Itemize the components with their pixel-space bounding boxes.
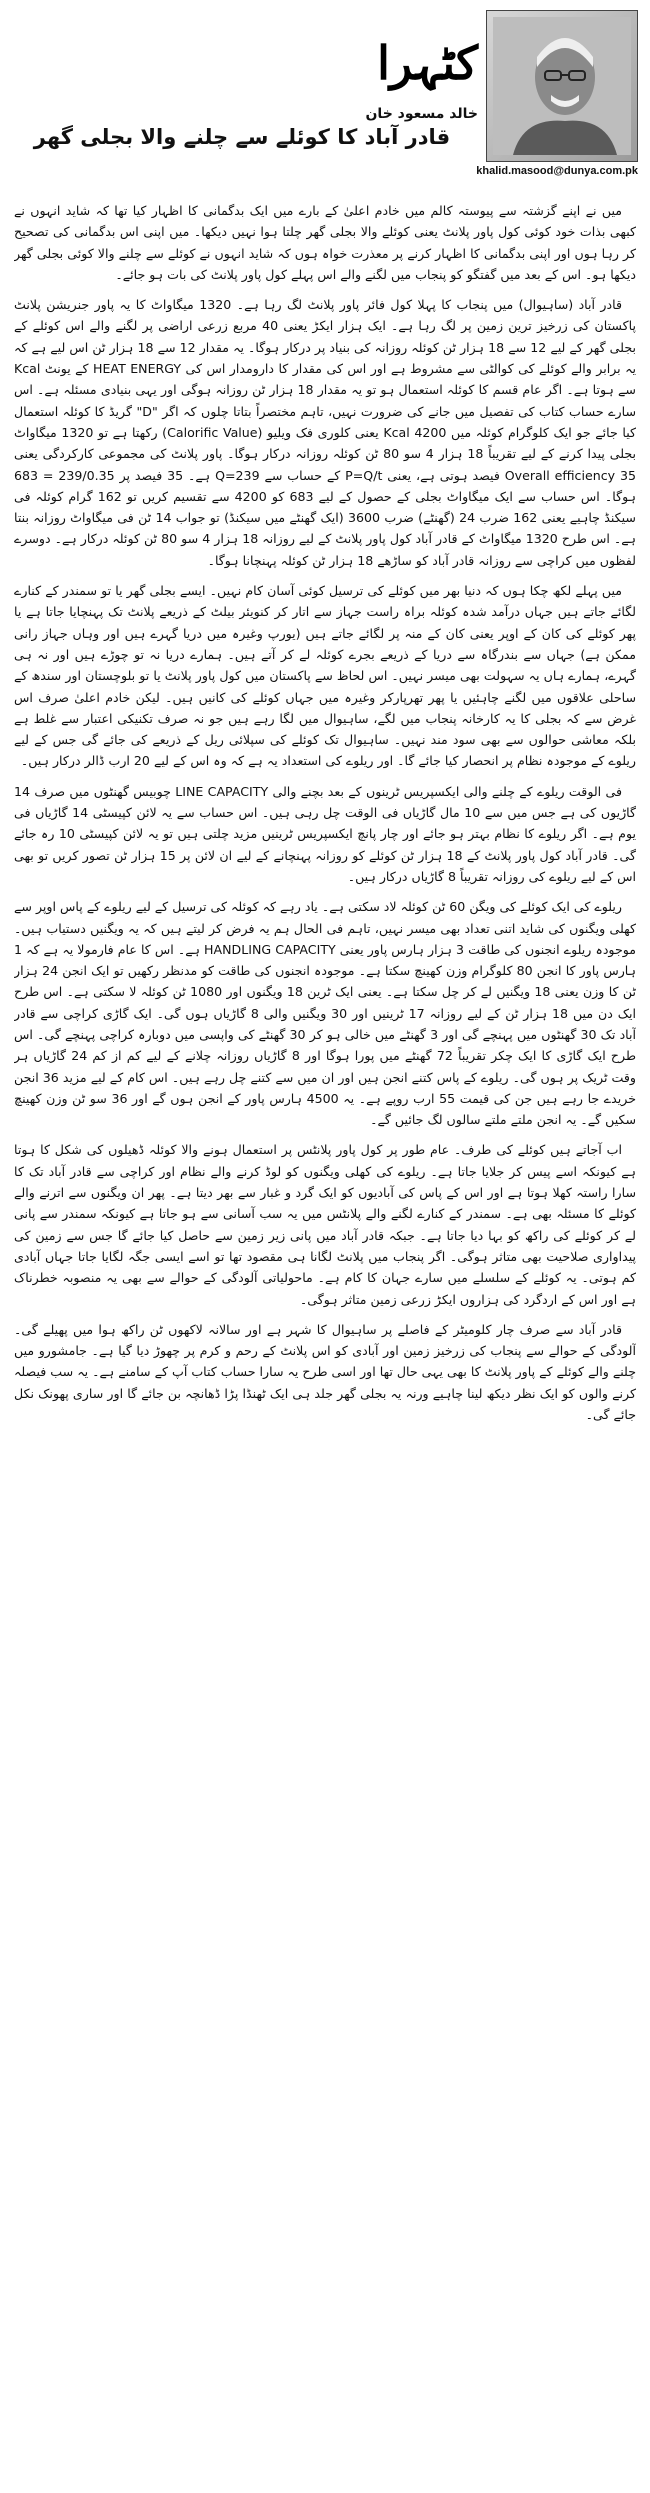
article-body [14, 200, 636, 2487]
author-photo [486, 10, 638, 162]
author-portrait-icon [493, 17, 631, 155]
paragraph: اب آجاتے ہیں کوئلے کی طرف۔ عام طور پر کول پاور پلانٹس پر استعمال ہونے والا کوئلہ ڈھیلوں کی شکل کا ہوتا ہے کیونکہ اسے پیس کر جلایا جاتا ہے۔ ریلوے کی کھلی ویگنوں کو لوڈ کرنے والے نظام اور کراچی سے قادر آباد تک کا سارا راستہ کھلا ہوتا ہے اور اس کے پاس کی آبادیوں کو ایک گرد و غبار سے بھر دیتا ہے۔ پھر ان ویگنوں سے اترنے والے کوئلے کا مسئلہ بھی ہے۔ سمندر کے کنارے لگنے والے پلانٹس میں یہ سب آسانی سے ہو جاتا ہے کیونکہ سمندر سے پانی لے کر کوئلے کی راکھ کو بہا دیا جاتا ہے۔ جبکہ قادر آباد میں پانی زیر زمین سے حاصل کیا جائے گا جس سے زمین کی پیداواری صلاحیت بھی متاثر ہوگی۔ اگر پنجاب میں پلانٹ لگانا ہی مقصود تھا تو اسے ایسی جگہ لگایا جاتا جہاں آبادی کم ہوتی۔ یہ کوئلے کے سلسلے میں سارے جہان کا کام ہے۔ ماحولیاتی آلودگی کے حوالے سے بھی یہ منصوبہ خطرناک ہے اور اس کے اردگرد کی ہزاروں ایکڑ زرعی زمین متاثر ہوگی۔ [14, 1142, 636, 1307]
article-headline [12, 92, 472, 182]
paragraph: قادر آباد سے صرف چار کلومیٹر کے فاصلے پر ساہیوال کا شہر ہے اور سالانہ لاکھوں ٹن راکھ ہوا میں پھیلے گی۔ آلودگی کے حوالے سے پنجاب کی زرخیز زمین اور آبادی کو اس پلانٹ کے رحم و کرم پر چھوڑ دیا گیا ہے۔ جامشورو میں چلنے والے کوئلے کے پاور پلانٹ کا بھی یہی حال تھا اور اسی طرح یہ سارا حساب کتاب آپ کے سامنے ہے۔ یہ سب فیصلہ کرنے والوں کو ایک نظر دیکھ لینا چاہیے ورنہ یہ بجلی گھر جلد ہی ایک ٹھنڈا پڑا ڈھانچہ بن جائے گا اور ساری پھونک نکل جائے گی۔ [14, 1321, 636, 1423]
author-email: khalid.masood@dunya.com.pk [476, 165, 638, 177]
headline-text: قادر آباد کا کوئلے سے چلنے والا بجلی گھر [33, 125, 451, 149]
column-header [12, 10, 638, 190]
paragraph: ریلوے کی ایک کوئلے کی ویگن 60 ٹن کوئلہ لاد سکتی ہے۔ یاد رہے کہ کوئلہ کی ترسیل کے لیے ریلوے کے پاس اوپر سے کھلی ویگنوں کی شاید اتنی تعداد بھی میسر نہیں، تاہم فی الحال ہم یہ فرض کر لیتے ہیں کہ یہ ویگنیں دستیاب ہیں۔ موجودہ ریلوے انجنوں کی طاقت 3 ہزار ہارس پاور یعنی HANDLING CAPACITY ہے۔ اس کا عام فارمولا یہ ہے کہ 1 ہارس پاور کا انجن 80 کلوگرام وزن کھینچ سکتا ہے۔ موجودہ انجنوں کی طاقت کو مدنظر رکھیں تو ایک انجن 24 ہزار ٹن کا وزن یعنی 18 ویگنیں لے کر چل سکتا ہے۔ یعنی ایک ٹرین 18 ویگنوں اور 1080 ٹن کوئلہ لا سکتی ہے۔ اس طرح ایک دن میں 18 ہزار ٹن کے لیے روزانہ 17 ٹرینیں اور 30 ویگنیں والی 8 گاڑیاں ہوں گی۔ ایک گاڑی کراچی سے قادر آباد تک 30 گھنٹوں میں پہنچے گی اور 3 گھنٹے میں خالی ہو کر 30 گھنٹے کی واپسی میں دوبارہ کراچی پہنچے گی۔ اس طرح ایک گاڑی کا ایک چکر تقریباً 72 گھنٹے میں پورا ہوگا اور 8 گاڑیاں روزانہ چلانے کے لیے کم از کم 24 گاڑیاں ہر وقت ٹریک پر ہوں گی۔ ریلوے کے پاس کتنے انجن ہیں اور ان میں سے کتنے چل رہے ہیں۔ اس کام کے لیے مزید 36 انجن خریدے جا رہے ہیں جن کی قیمت 55 ارب روپے ہے۔ یہ 4500 ہارس پاور کے انجن ہوں گے اور 36 سو ٹن وزن کھینچ سکیں گے۔ یہ انجن ملتے ملتے سالوں لگ جائیں گے۔ [14, 899, 636, 1128]
paragraph: فی الوقت ریلوے کے چلنے والی ایکسپریس ٹرینوں کے بعد بچنے والی LINE CAPACITY چوبیس گھنٹوں میں صرف 14 گاڑیوں کی ہے جس میں سے 10 مال گاڑیاں فی الوقت چل رہی ہیں۔ اس حساب سے یہ لائن کپیسٹی 14 گاڑیاں فی یوم ہے۔ اگر ریلوے کا نظام بہتر ہو جائے اور چار پانچ ایکسپریس ٹرینیں مزید چلتی ہیں تو یہ لائن کپیسٹی 10 رہ جائے گی۔ قادر آباد کول پاور پلانٹ کے 18 ہزار ٹن کوئلے کو روزانہ پہنچانے کے لیے ان لائن پر 15 ہزار ٹن تصور کریں تو بھی اس کے لیے ریلوے کی روزانہ تقریباً 8 گاڑیاں درکار ہیں۔ [14, 783, 636, 884]
paragraph: قادر آباد (ساہیوال) میں پنجاب کا پہلا کول فائر پاور پلانٹ لگ رہا ہے۔ 1320 میگاواٹ کا یہ پاور جنریشن پلانٹ پاکستان کی زرخیز ترین زمین پر لگ رہا ہے۔ ایک ہزار ایکڑ یعنی 40 مربع زرعی اراضی پر لگنے والے اس کوئلے کے بجلی گھر کے لیے 12 سے 18 ہزار ٹن کوئلہ روزانہ کی بنیاد پر درکار ہوگا۔ یہ مقدار 12 سے 18 ہزار ٹن اس لیے ہے کہ یہ برابر والے کوئلے کی کوالٹی سے مشروط ہے اور اس کی مقدار کا دارومدار اس کی HEAT ENERGY کے یونٹ Kcal سے ہوتا ہے۔ اگر عام قسم کا کوئلہ استعمال ہو تو یہ مقدار 18 ہزار ٹن روزانہ ہوگی اور یہی بنیادی مسئلہ ہے۔ اس سارے حساب کتاب کی تفصیل میں جانے کی ضرورت نہیں، تاہم مختصراً بتاتا چلوں کہ اگر "D" گریڈ کا کوئلہ استعمال کیا جائے جو ایک کلوگرام کوئلہ میں 4200 Kcal یعنی کلوری فک ویلیو (Calorific Value) رکھتا ہے تو 1320 میگاواٹ بجلی پیدا کرنے کے لیے تقریباً 18 ہزار 4 سو 80 ٹن کوئلہ روزانہ درکار ہوگا۔ پاور پلانٹ کی مجموعی کارکردگی یعنی Overall efficiency 35 فیصد ہوتی ہے، یعنی P=Q/t کے حساب سے Q=239 ہے۔ 35 فیصد پر 239/0.35 = 683 ہوگا۔ اس حساب سے ایک میگاواٹ بجلی کے حصول کے لیے 683 کو 4200 سے تقسیم کریں تو 162 گرام کوئلہ فی سیکنڈ چاہیے یعنی 162 ضرب 24 (گھنٹے) ضرب 3600 (ایک گھنٹے میں سیکنڈ) تو جواب 14 ٹن فی میگاواٹ روزانہ بنتا ہے۔ اس طرح 1320 میگاواٹ کے قادر آباد کول پاور پلانٹ کے لیے روزانہ 18 ہزار 4 سو 80 ٹن کوئلہ درکار ہے۔ دوسرے لفظوں میں کراچی سے روزانہ قادر آباد کو ساڑھے 18 ہزار ٹن کوئلہ پہنچانا ہوگا۔ [14, 297, 636, 568]
author-name: خالد مسعود خان [365, 106, 478, 122]
paragraph: میں پہلے لکھ چکا ہوں کہ دنیا بھر میں کوئلے کی ترسیل کوئی آسان کام نہیں۔ ایسے بجلی گھر یا تو سمندر کے کنارے لگائے جاتے ہیں جہاں درآمد شدہ کوئلہ براہ راست جہاز سے اتار کر کنویئر بیلٹ کے ذریعے پلانٹ تک پہنچایا جاتا ہے یا پھر کوئلے کی کان کے اوپر یعنی کان کے منہ پر لگائے جاتے ہیں (یورپ وغیرہ میں دریا گہرے ہیں اور وہاں جہاز رانی ممکن ہے) جہاں سے بندرگاہ سے دریا کے ذریعے بجرے کوئلہ لے کر آتے ہیں۔ ہمارے دریا نہ تو چوڑے ہیں اور نہ ہی گہرے، ہمارے ہاں یہ سہولت بھی میسر نہیں۔ اس لحاظ سے پاکستان میں کول پاور پلانٹ یا تو بلوچستان اور سندھ کے ساحلی علاقوں میں لگنے چاہئیں یا پھر تھرپارکر وغیرہ میں جہاں کوئلے کی کانیں ہیں۔ لیکن خادم اعلیٰ صرف اس غرض سے کہ بجلی کا یہ کارخانہ پنجاب میں لگے، ساہیوال میں لگا رہے ہیں جو نہ صرف تکنیکی اعتبار سے غلط ہے بلکہ معاشی حوالوں سے بھی سود مند نہیں۔ ساہیوال تک کوئلے کی سپلائی ریل کے ذریعے کی جائے گی جس کے لیے ریلوے کے موجودہ نظام پر انحصار کیا جائے گا۔ اور ریلوے کی استعداد یہ ہے کہ وہ اس کے لیے 20 ارب ڈالر درکار ہیں۔ [14, 583, 636, 769]
column-title [278, 30, 478, 96]
column-title-text: کٹہرا [377, 36, 478, 90]
paragraph: میں نے اپنے گزشتہ سے پیوستہ کالم میں خادم اعلیٰ کے بارے میں ایک بدگمانی کا اظہار کیا تھا کہ شاید انہوں نے کبھی بذات خود کوئی کول پاور پلانٹ یعنی کوئلے والا بجلی گھر چلتا ہوا نہیں دیکھا۔ میں اپنی اس بدگمانی کی تصحیح کر رہا ہوں اور اپنی بدگمانی کا اظہار کرنے پر معذرت خواہ ہوں کہ شاید انہوں نے کوئلے سے چلنے والا کوئی بجلی گھر دیکھا ہو۔ اس کے بعد میں گفتگو کو پنجاب میں لگنے والے اس پہلے کول پاور پلانٹ کی بات ہو جائے۔ [14, 203, 636, 282]
